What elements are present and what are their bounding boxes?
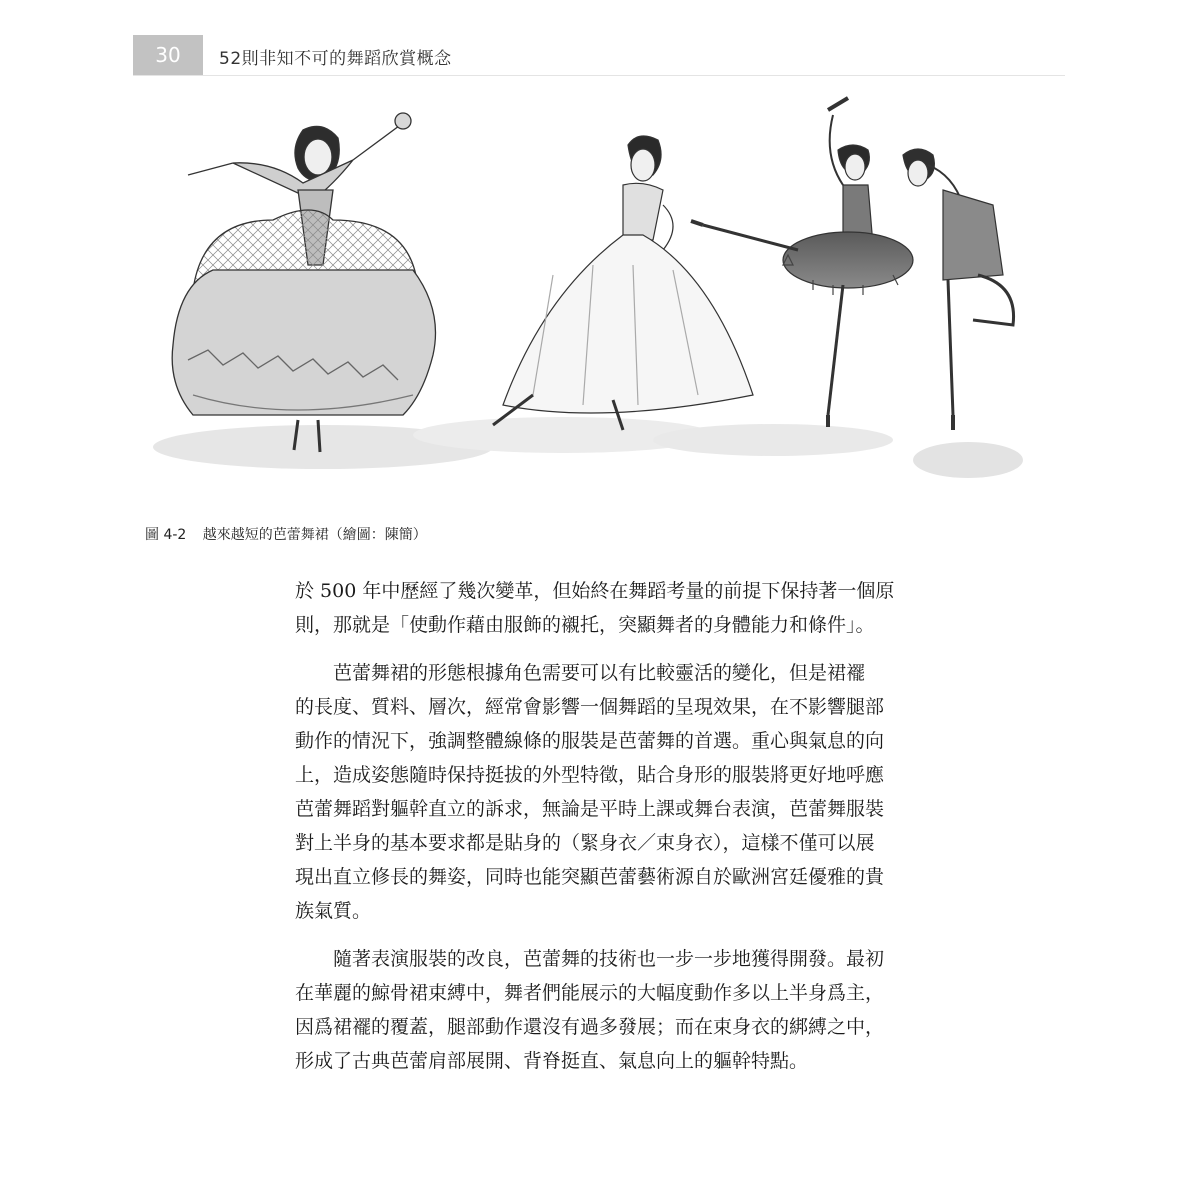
text-line: 形成了古典芭蕾肩部展開、背脊挺直、氣息向上的軀幹特點。 xyxy=(295,1050,809,1072)
text-line: 芭蕾舞蹈對軀幹直立的訴求，無論是平時上課或舞台表演，芭蕾舞服裝 xyxy=(295,798,885,820)
text-line: 在華麗的鯨骨裙束縛中，舞者們能展示的大幅度動作多以上半身爲主， xyxy=(295,982,885,1004)
dancers-illustration xyxy=(133,95,1065,505)
court-gown-dancer xyxy=(172,113,435,452)
text-line: 動作的情況下，強調整體線條的服裝是芭蕾舞的首選。重心與氣息的向 xyxy=(295,730,885,752)
text-line: 對上半身的基本要求都是貼身的（緊身衣／束身衣），這樣不僅可以展 xyxy=(295,832,875,854)
running-title: 52則非知不可的舞蹈欣賞概念 xyxy=(219,49,452,69)
text-line: 因爲裙襬的覆蓋，腿部動作還沒有過多發展；而在束身衣的綁縛之中， xyxy=(295,1016,885,1038)
text-line: 於 500 年中歷經了幾次變革，但始終在舞蹈考量的前提下保持著一個原 xyxy=(295,580,895,602)
text-line: 芭蕾舞裙的形態根據角色需要可以有比較靈活的變化，但是裙襬 xyxy=(333,662,866,684)
page-number-badge xyxy=(133,35,203,75)
paragraph-3 xyxy=(295,942,975,1078)
text-line: 族氣質。 xyxy=(295,900,372,922)
text-line: 現出直立修長的舞姿，同時也能突顯芭蕾藝術源自於歐洲宮廷優雅的貴 xyxy=(295,866,885,888)
text-line: 上，造成姿態隨時保持挺拔的外型特徵，貼合身形的服裝將更好地呼應 xyxy=(295,764,885,786)
page-number: 30 xyxy=(155,43,181,67)
romantic-tutu-dancer xyxy=(493,136,753,430)
figure-number: 圖 4-2 xyxy=(145,527,187,543)
text-line: 則，那就是「使動作藉由服飾的襯托，突顯舞者的身體能力和條件」。 xyxy=(295,614,875,636)
text-line: 的長度、質料、層次，經常會影響一個舞蹈的呈現效果，在不影響腿部 xyxy=(295,696,885,718)
header-divider xyxy=(133,75,1065,76)
modern-dress-dancer xyxy=(903,149,1014,430)
paragraph-1 xyxy=(295,574,975,642)
figure-caption xyxy=(145,524,427,544)
paragraph-2 xyxy=(295,656,975,928)
body-text xyxy=(295,574,975,1092)
figure-caption-text: 越來越短的芭蕾舞裙（繪圖：陳簡） xyxy=(202,527,427,543)
text-line: 隨著表演服裝的改良，芭蕾舞的技術也一步一步地獲得開發。最初 xyxy=(333,948,885,970)
